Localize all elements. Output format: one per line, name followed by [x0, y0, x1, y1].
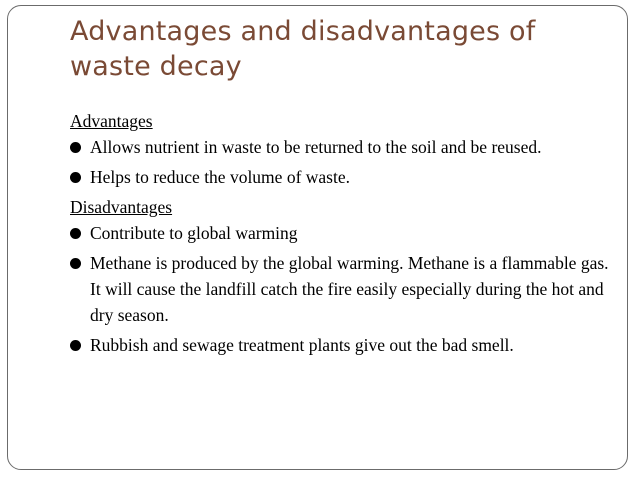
- bullet-dot-icon: [70, 228, 81, 239]
- bullet-dot-icon: [70, 258, 81, 269]
- advantages-heading: Advantages: [70, 111, 153, 131]
- advantage-item: [70, 164, 610, 190]
- advantage-item-text: Allows nutrient in waste to be returned to the soil and be reused.: [90, 137, 542, 157]
- bullet-dot-icon: [70, 340, 81, 351]
- advantage-item-text: Helps to reduce the volume of waste.: [90, 167, 350, 187]
- slide-title: Advantages and disadvantages of waste decay: [70, 16, 536, 82]
- bullet-dot-icon: [70, 142, 81, 153]
- slide-content: [70, 108, 610, 362]
- disadvantage-item: [70, 250, 610, 328]
- bullet-dot-icon: [70, 172, 81, 183]
- disadvantage-item: [70, 332, 610, 358]
- advantage-item: [70, 134, 610, 160]
- disadvantage-item: [70, 220, 610, 246]
- disadvantages-heading: Disadvantages: [70, 197, 173, 217]
- disadvantage-item-text: Methane is produced by the global warming. Methane is a flammable gas. It will cause the landfill catch the fire easily especially during the hot and dry season.: [90, 253, 609, 325]
- disadvantage-item-text: Contribute to global warming: [90, 223, 298, 243]
- disadvantage-item-text: Rubbish and sewage treatment plants give out the bad smell.: [90, 335, 514, 355]
